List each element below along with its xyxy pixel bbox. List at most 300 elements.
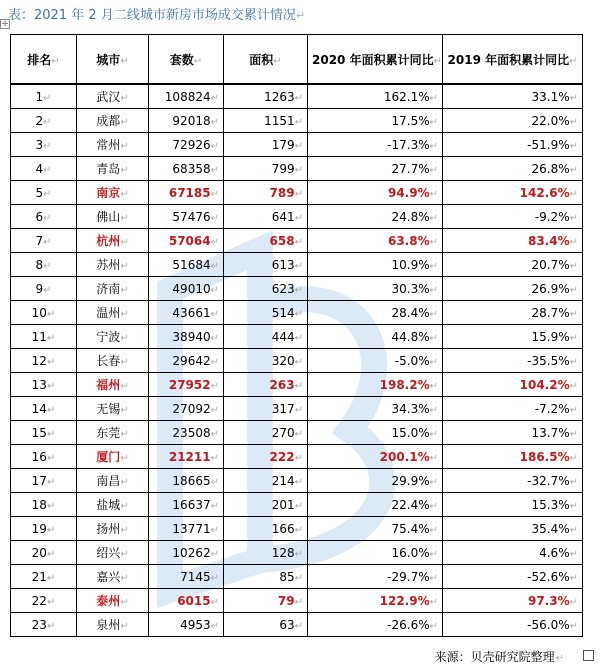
cell-city bbox=[77, 325, 149, 349]
cell-mark-icon: ↵ bbox=[51, 55, 60, 67]
cell-mark-icon: ↵ bbox=[429, 236, 438, 248]
cell-city bbox=[77, 493, 149, 517]
cell-value: 27952 bbox=[168, 377, 211, 392]
cell-value: 33.1% bbox=[531, 89, 570, 104]
cell-value: 4.6% bbox=[539, 545, 570, 560]
cell-mark-icon: ↵ bbox=[120, 141, 129, 152]
cell-yoy2020 bbox=[308, 469, 443, 493]
cell-mark-icon: ↵ bbox=[429, 284, 438, 296]
cell-yoy2019 bbox=[443, 253, 583, 277]
cell-units bbox=[149, 373, 224, 397]
cell-value: 29.9% bbox=[391, 473, 430, 488]
cell-rank bbox=[11, 613, 77, 637]
cell-value: 57476 bbox=[172, 209, 211, 224]
cell-value: 11 bbox=[31, 329, 47, 344]
cell-units bbox=[149, 613, 224, 637]
cell-rank bbox=[11, 301, 77, 325]
cell-mark-icon: ↵ bbox=[120, 405, 129, 416]
cell-mark-icon: ↵ bbox=[210, 620, 219, 632]
cell-mark-icon: ↵ bbox=[210, 188, 219, 200]
paragraph-mark-icon: ↵ bbox=[555, 653, 564, 664]
cell-mark-icon: ↵ bbox=[210, 284, 219, 296]
cell-value: 44.8% bbox=[391, 329, 430, 344]
cell-value: 1151 bbox=[264, 113, 295, 128]
cell-yoy2020 bbox=[308, 493, 443, 517]
cell-mark-icon: ↵ bbox=[46, 500, 56, 512]
cell-city bbox=[77, 277, 149, 301]
cell-mark-icon: ↵ bbox=[46, 476, 56, 488]
cell-value: 17 bbox=[31, 473, 47, 488]
cell-mark-icon: ↵ bbox=[569, 308, 578, 320]
cell-value: 13.7% bbox=[531, 425, 570, 440]
column-header-label: 2020 年面积累计同比 bbox=[312, 52, 434, 67]
cell-mark-icon: ↵ bbox=[120, 381, 129, 392]
cell-value: 6015 bbox=[177, 593, 211, 608]
cell-value: -29.7% bbox=[387, 569, 430, 584]
cell-value: 南昌 bbox=[96, 474, 121, 488]
cell-mark-icon: ↵ bbox=[429, 524, 438, 536]
cell-rank bbox=[11, 253, 77, 277]
cell-rank bbox=[11, 229, 77, 253]
cell-value: 85 bbox=[279, 569, 295, 584]
cell-city bbox=[77, 397, 149, 421]
cell-value: 43661 bbox=[172, 305, 211, 320]
table-row bbox=[11, 84, 583, 109]
cell-mark-icon: ↵ bbox=[429, 116, 438, 128]
cell-units bbox=[149, 397, 224, 421]
cell-value: 108824 bbox=[164, 89, 211, 104]
cell-value: 27.7% bbox=[391, 161, 430, 176]
cell-value: 79 bbox=[277, 593, 295, 608]
cell-rank bbox=[11, 541, 77, 565]
cell-mark-icon: ↵ bbox=[294, 332, 303, 344]
cell-mark-icon: ↵ bbox=[120, 453, 129, 464]
cell-value: 18 bbox=[31, 497, 47, 512]
cell-value: 34.3% bbox=[391, 401, 430, 416]
cell-value: 厦门 bbox=[96, 450, 121, 464]
cell-city bbox=[77, 109, 149, 133]
cell-units bbox=[149, 349, 224, 373]
cell-value: 92018 bbox=[172, 113, 211, 128]
cell-city bbox=[77, 517, 149, 541]
cell-city bbox=[77, 157, 149, 181]
column-header bbox=[149, 35, 224, 85]
cell-mark-icon: ↵ bbox=[294, 188, 303, 200]
cell-yoy2019 bbox=[443, 205, 583, 229]
cell-mark-icon: ↵ bbox=[569, 428, 578, 440]
cell-mark-icon: ↵ bbox=[569, 572, 578, 584]
cell-city bbox=[77, 613, 149, 637]
cell-yoy2019 bbox=[443, 469, 583, 493]
cell-yoy2020 bbox=[308, 373, 443, 397]
cell-yoy2019 bbox=[443, 517, 583, 541]
cell-value: -32.7% bbox=[527, 473, 570, 488]
cell-mark-icon: ↵ bbox=[120, 549, 129, 560]
cell-yoy2020 bbox=[308, 325, 443, 349]
cell-value: 扬州 bbox=[96, 522, 121, 536]
cell-value: 18665 bbox=[172, 473, 211, 488]
cell-value: 22 bbox=[31, 593, 47, 608]
cell-value: 16 bbox=[31, 449, 47, 464]
cell-city bbox=[77, 421, 149, 445]
cell-mark-icon: ↵ bbox=[210, 356, 219, 368]
cell-area bbox=[224, 229, 308, 253]
cell-value: 162.1% bbox=[383, 89, 430, 104]
cell-yoy2020 bbox=[308, 253, 443, 277]
cell-value: 7 bbox=[35, 233, 44, 248]
cell-mark-icon: ↵ bbox=[569, 188, 578, 200]
cell-area bbox=[224, 589, 308, 613]
cell-yoy2020 bbox=[308, 109, 443, 133]
cell-value: 17.5% bbox=[391, 113, 430, 128]
cell-units bbox=[149, 84, 224, 109]
cell-value: 26.8% bbox=[531, 161, 570, 176]
cell-value: 无锡 bbox=[96, 402, 121, 416]
cell-value: -52.6% bbox=[527, 569, 570, 584]
cell-area bbox=[224, 325, 308, 349]
cell-mark-icon: ↵ bbox=[43, 236, 52, 248]
cell-mark-icon: ↵ bbox=[210, 572, 219, 584]
table-row bbox=[11, 541, 583, 565]
cell-yoy2020 bbox=[308, 157, 443, 181]
cell-value: 24.8% bbox=[391, 209, 430, 224]
cell-units bbox=[149, 445, 224, 469]
cell-value: 270 bbox=[271, 425, 295, 440]
cell-mark-icon: ↵ bbox=[43, 164, 52, 176]
cell-yoy2019 bbox=[443, 84, 583, 109]
cell-mark-icon: ↵ bbox=[569, 476, 578, 488]
cell-yoy2020 bbox=[308, 517, 443, 541]
cell-mark-icon: ↵ bbox=[46, 356, 56, 368]
cell-units bbox=[149, 517, 224, 541]
cell-value: 12 bbox=[31, 353, 47, 368]
cell-mark-icon: ↵ bbox=[273, 55, 282, 67]
cell-value: 15.9% bbox=[531, 329, 570, 344]
cell-mark-icon: ↵ bbox=[433, 55, 442, 67]
table-row bbox=[11, 445, 583, 469]
cell-mark-icon: ↵ bbox=[46, 332, 56, 344]
cell-mark-icon: ↵ bbox=[120, 429, 129, 440]
cell-mark-icon: ↵ bbox=[294, 572, 303, 584]
cell-mark-icon: ↵ bbox=[43, 260, 52, 272]
cell-value: 38940 bbox=[172, 329, 211, 344]
cell-mark-icon: ↵ bbox=[46, 620, 56, 632]
cell-value: 泰州 bbox=[96, 594, 121, 608]
table-row bbox=[11, 469, 583, 493]
cell-value: 94.9% bbox=[387, 185, 430, 200]
cell-area bbox=[224, 205, 308, 229]
cell-rank bbox=[11, 349, 77, 373]
cell-value: 绍兴 bbox=[96, 546, 121, 560]
table-row bbox=[11, 589, 583, 613]
cell-value: 13771 bbox=[172, 521, 211, 536]
cell-value: 22.4% bbox=[391, 497, 430, 512]
cell-value: 63 bbox=[279, 617, 295, 632]
cell-mark-icon: ↵ bbox=[210, 92, 219, 104]
cell-value: 温州 bbox=[96, 306, 121, 320]
cell-value: 658 bbox=[269, 233, 295, 248]
cell-value: 武汉 bbox=[96, 90, 121, 104]
table-row bbox=[11, 277, 583, 301]
cell-value: 201 bbox=[271, 497, 295, 512]
cell-value: 长春 bbox=[96, 354, 121, 368]
cell-units bbox=[149, 205, 224, 229]
cell-units bbox=[149, 325, 224, 349]
cell-mark-icon: ↵ bbox=[569, 55, 578, 67]
cell-area bbox=[224, 253, 308, 277]
cell-mark-icon: ↵ bbox=[569, 140, 578, 152]
cell-mark-icon: ↵ bbox=[120, 261, 129, 272]
cell-mark-icon: ↵ bbox=[429, 140, 438, 152]
cell-yoy2019 bbox=[443, 397, 583, 421]
cell-mark-icon: ↵ bbox=[294, 164, 303, 176]
table-resize-handle[interactable] bbox=[583, 650, 594, 661]
cell-value: 623 bbox=[271, 281, 295, 296]
cell-mark-icon: ↵ bbox=[294, 140, 303, 152]
cell-value: 16637 bbox=[172, 497, 211, 512]
cell-mark-icon: ↵ bbox=[294, 596, 303, 608]
cell-area bbox=[224, 613, 308, 637]
cell-value: 613 bbox=[271, 257, 295, 272]
cell-city bbox=[77, 84, 149, 109]
cell-mark-icon: ↵ bbox=[569, 620, 578, 632]
cell-yoy2019 bbox=[443, 109, 583, 133]
cell-mark-icon: ↵ bbox=[569, 332, 578, 344]
cell-mark-icon: ↵ bbox=[46, 428, 56, 440]
cell-value: 27092 bbox=[172, 401, 211, 416]
table-row bbox=[11, 133, 583, 157]
cell-mark-icon: ↵ bbox=[429, 548, 438, 560]
column-header bbox=[11, 35, 77, 85]
source-note bbox=[435, 648, 564, 665]
cell-mark-icon: ↵ bbox=[429, 380, 438, 392]
cell-area bbox=[224, 445, 308, 469]
cell-rank bbox=[11, 109, 77, 133]
cell-value: 15 bbox=[31, 425, 47, 440]
cell-mark-icon: ↵ bbox=[429, 452, 438, 464]
cell-yoy2019 bbox=[443, 349, 583, 373]
cell-rank bbox=[11, 493, 77, 517]
cell-mark-icon: ↵ bbox=[120, 357, 129, 368]
cell-units bbox=[149, 133, 224, 157]
cell-mark-icon: ↵ bbox=[294, 236, 303, 248]
data-table bbox=[10, 34, 583, 637]
cell-mark-icon: ↵ bbox=[294, 380, 303, 392]
cell-value: 15.3% bbox=[531, 497, 570, 512]
cell-value: 10 bbox=[31, 305, 47, 320]
table-row bbox=[11, 493, 583, 517]
table-row bbox=[11, 205, 583, 229]
cell-units bbox=[149, 301, 224, 325]
paragraph-mark-icon: ↵ bbox=[295, 9, 306, 22]
cell-value: 21 bbox=[31, 569, 47, 584]
cell-mark-icon: ↵ bbox=[569, 92, 578, 104]
cell-area bbox=[224, 157, 308, 181]
cell-value: 4 bbox=[35, 161, 44, 176]
cell-value: 142.6% bbox=[519, 185, 570, 200]
cell-value: -35.5% bbox=[527, 353, 570, 368]
cell-mark-icon: ↵ bbox=[43, 212, 52, 224]
cell-yoy2019 bbox=[443, 421, 583, 445]
table-row bbox=[11, 325, 583, 349]
caption-year: 2021 bbox=[34, 8, 68, 23]
cell-yoy2020 bbox=[308, 541, 443, 565]
cell-city bbox=[77, 541, 149, 565]
cell-value: 444 bbox=[271, 329, 295, 344]
cell-mark-icon: ↵ bbox=[43, 140, 52, 152]
column-header bbox=[224, 35, 308, 85]
cell-mark-icon: ↵ bbox=[43, 188, 52, 200]
cell-value: -56.0% bbox=[527, 617, 570, 632]
cell-mark-icon: ↵ bbox=[569, 260, 578, 272]
cell-value: 320 bbox=[271, 353, 295, 368]
cell-city bbox=[77, 565, 149, 589]
cell-yoy2019 bbox=[443, 589, 583, 613]
cell-mark-icon: ↵ bbox=[120, 213, 129, 224]
cell-yoy2020 bbox=[308, 589, 443, 613]
cell-mark-icon: ↵ bbox=[210, 500, 219, 512]
cell-value: 宁波 bbox=[96, 330, 121, 344]
cell-units bbox=[149, 181, 224, 205]
cell-area bbox=[224, 469, 308, 493]
cell-units bbox=[149, 589, 224, 613]
cell-mark-icon: ↵ bbox=[294, 260, 303, 272]
cell-mark-icon: ↵ bbox=[429, 620, 438, 632]
cell-value: 1 bbox=[35, 89, 44, 104]
cell-area bbox=[224, 373, 308, 397]
cell-rank bbox=[11, 421, 77, 445]
cell-value: 166 bbox=[271, 521, 295, 536]
table-row bbox=[11, 181, 583, 205]
cell-mark-icon: ↵ bbox=[43, 284, 52, 296]
cell-city bbox=[77, 445, 149, 469]
cell-yoy2019 bbox=[443, 133, 583, 157]
cell-value: 盐城 bbox=[96, 498, 121, 512]
cell-value: 10.9% bbox=[391, 257, 430, 272]
table-row bbox=[11, 253, 583, 277]
cell-value: 1263 bbox=[264, 89, 295, 104]
cell-mark-icon: ↵ bbox=[46, 524, 56, 536]
cell-value: 19 bbox=[31, 521, 47, 536]
table-row bbox=[11, 565, 583, 589]
cell-mark-icon: ↵ bbox=[294, 356, 303, 368]
cell-value: 8 bbox=[35, 257, 44, 272]
cell-value: 97.3% bbox=[527, 593, 570, 608]
cell-value: 23 bbox=[31, 617, 47, 632]
cell-mark-icon: ↵ bbox=[294, 452, 303, 464]
cell-value: 128 bbox=[271, 545, 295, 560]
cell-mark-icon: ↵ bbox=[210, 116, 219, 128]
table-move-handle-icon[interactable]: ✛ bbox=[0, 19, 10, 29]
cell-units bbox=[149, 253, 224, 277]
caption-month: 2 bbox=[88, 8, 97, 23]
cell-mark-icon: ↵ bbox=[429, 212, 438, 224]
cell-value: 7145 bbox=[180, 569, 211, 584]
cell-mark-icon: ↵ bbox=[569, 548, 578, 560]
cell-value: 317 bbox=[271, 401, 295, 416]
cell-value: 51684 bbox=[172, 257, 211, 272]
cell-value: 9 bbox=[35, 281, 44, 296]
cell-value: 30.3% bbox=[391, 281, 430, 296]
cell-mark-icon: ↵ bbox=[210, 332, 219, 344]
cell-mark-icon: ↵ bbox=[569, 524, 578, 536]
caption-prefix: 表： bbox=[8, 8, 35, 23]
cell-mark-icon: ↵ bbox=[294, 212, 303, 224]
cell-yoy2020 bbox=[308, 301, 443, 325]
cell-mark-icon: ↵ bbox=[120, 117, 129, 128]
cell-rank bbox=[11, 84, 77, 109]
cell-mark-icon: ↵ bbox=[294, 308, 303, 320]
cell-mark-icon: ↵ bbox=[120, 93, 129, 104]
cell-value: 799 bbox=[271, 161, 295, 176]
cell-value: 嘉兴 bbox=[96, 570, 121, 584]
cell-yoy2020 bbox=[308, 613, 443, 637]
cell-mark-icon: ↵ bbox=[294, 476, 303, 488]
column-header-label: 2019 年面积累计同比 bbox=[447, 52, 570, 67]
cell-yoy2019 bbox=[443, 325, 583, 349]
cell-value: 68358 bbox=[172, 161, 211, 176]
table-row bbox=[11, 613, 583, 637]
cell-yoy2020 bbox=[308, 565, 443, 589]
cell-mark-icon: ↵ bbox=[46, 548, 56, 560]
column-header-label: 套数 bbox=[169, 52, 194, 67]
cell-mark-icon: ↵ bbox=[429, 428, 438, 440]
cell-yoy2020 bbox=[308, 445, 443, 469]
cell-value: 198.2% bbox=[379, 377, 430, 392]
cell-yoy2020 bbox=[308, 181, 443, 205]
cell-yoy2020 bbox=[308, 205, 443, 229]
cell-mark-icon: ↵ bbox=[429, 404, 438, 416]
cell-mark-icon: ↵ bbox=[429, 500, 438, 512]
cell-mark-icon: ↵ bbox=[120, 189, 129, 200]
cell-rank bbox=[11, 469, 77, 493]
cell-value: 200.1% bbox=[379, 449, 430, 464]
cell-mark-icon: ↵ bbox=[569, 116, 578, 128]
cell-area bbox=[224, 277, 308, 301]
cell-mark-icon: ↵ bbox=[569, 500, 578, 512]
column-header bbox=[77, 35, 149, 85]
cell-mark-icon: ↵ bbox=[210, 452, 219, 464]
cell-value: -5.0% bbox=[394, 353, 430, 368]
cell-value: 南京 bbox=[96, 186, 121, 200]
cell-units bbox=[149, 109, 224, 133]
cell-mark-icon: ↵ bbox=[43, 92, 52, 104]
cell-mark-icon: ↵ bbox=[210, 548, 219, 560]
cell-value: 13 bbox=[31, 377, 47, 392]
cell-rank bbox=[11, 589, 77, 613]
table-caption bbox=[8, 4, 305, 23]
cell-yoy2020 bbox=[308, 349, 443, 373]
cell-yoy2020 bbox=[308, 397, 443, 421]
cell-units bbox=[149, 277, 224, 301]
cell-mark-icon: ↵ bbox=[120, 501, 129, 512]
cell-value: 20 bbox=[31, 545, 47, 560]
cell-yoy2019 bbox=[443, 565, 583, 589]
cell-mark-icon: ↵ bbox=[294, 284, 303, 296]
cell-yoy2019 bbox=[443, 541, 583, 565]
cell-mark-icon: ↵ bbox=[429, 572, 438, 584]
cell-value: 35.4% bbox=[531, 521, 570, 536]
cell-mark-icon: ↵ bbox=[210, 380, 219, 392]
cell-mark-icon: ↵ bbox=[210, 140, 219, 152]
cell-yoy2019 bbox=[443, 229, 583, 253]
cell-rank bbox=[11, 397, 77, 421]
column-header bbox=[308, 35, 443, 85]
cell-units bbox=[149, 469, 224, 493]
cell-mark-icon: ↵ bbox=[294, 116, 303, 128]
cell-mark-icon: ↵ bbox=[193, 55, 203, 67]
cell-value: 214 bbox=[271, 473, 295, 488]
